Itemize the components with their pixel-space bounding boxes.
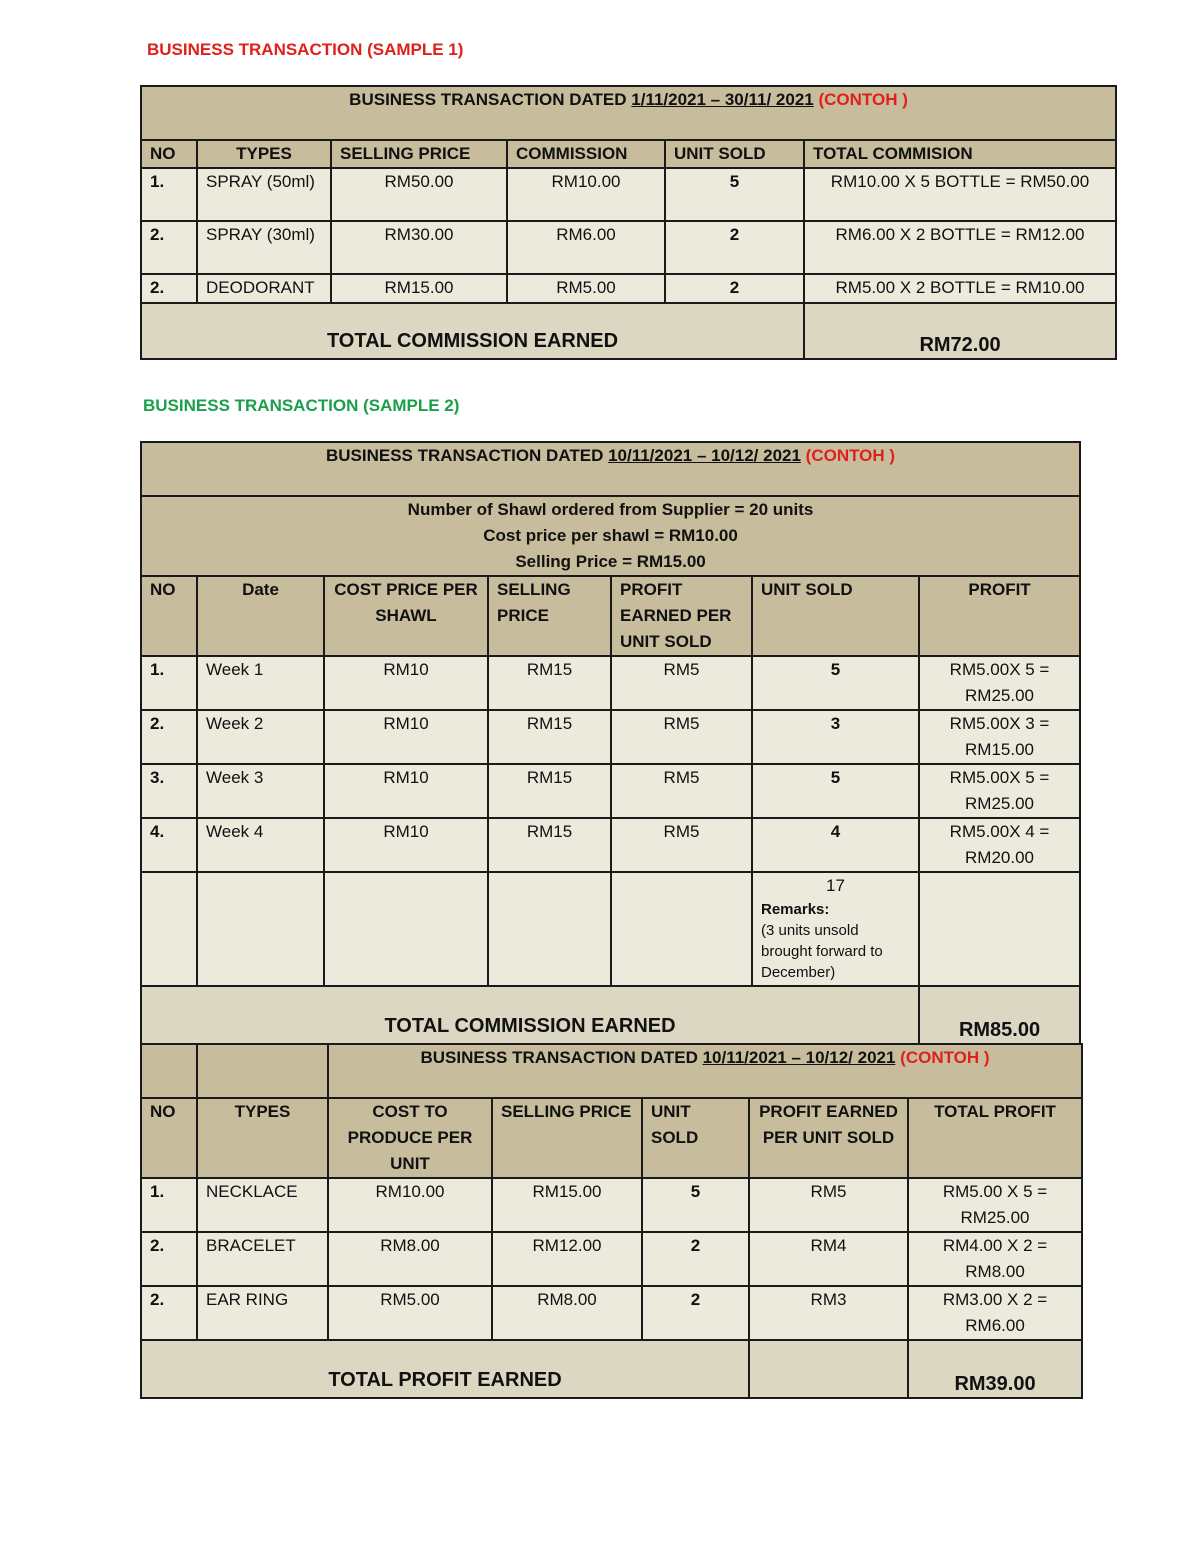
table-row: 2. Week 2 RM10 RM15 RM5 3 RM5.00X 3 = RM15.00	[141, 710, 1080, 764]
sample1-title: BUSINESS TRANSACTION DATED 1/11/2021 – 30/11/ 2021 (CONTOH )	[141, 86, 1116, 140]
table-row: 2. EAR RING RM5.00 RM8.00 2 RM3 RM3.00 X 2 = RM6.00	[141, 1286, 1082, 1340]
sample3-title-dates: 10/11/2021 – 10/12/ 2021	[702, 1048, 896, 1067]
sample2-total-label: TOTAL COMMISSION EARNED	[141, 986, 919, 1044]
sample2-info: Number of Shawl ordered from Supplier = 20 units Cost price per shawl = RM10.00 Selling Price = RM15.00	[141, 496, 1080, 576]
col-header: NO	[141, 140, 197, 168]
table-row	[141, 872, 1080, 986]
table-row: 1. NECKLACE RM10.00 RM15.00 5 RM5 RM5.00 X 5 = RM25.00	[141, 1178, 1082, 1232]
table-row: 2. SPRAY (30ml) RM30.00 RM6.00 2 RM6.00 X 2 BOTTLE = RM12.00	[141, 221, 1116, 274]
sample2-title-dates: 10/11/2021 – 10/12/ 2021	[608, 446, 801, 465]
table-row: 1. Week 1 RM10 RM15 RM5 5 RM5.00X 5 = RM25.00	[141, 656, 1080, 710]
col-header: TYPES	[197, 140, 331, 168]
col-header: UNIT SOLD	[752, 576, 919, 656]
sample2-title: BUSINESS TRANSACTION DATED 10/11/2021 – 10/12/ 2021 (CONTOH )	[141, 442, 1080, 496]
col-header: COST PRICE PER SHAWL	[324, 576, 488, 656]
sample1-total-value: RM72.00	[804, 303, 1116, 359]
col-header: TOTAL PROFIT	[908, 1098, 1082, 1178]
sample2-table	[140, 441, 1081, 1045]
col-header: TOTAL COMMISION	[804, 140, 1116, 168]
units-total-cell	[752, 872, 919, 986]
sample3-total-label: TOTAL PROFIT EARNED	[141, 1340, 749, 1398]
col-header: SELLING PRICE	[492, 1098, 642, 1178]
col-header: PROFIT	[919, 576, 1080, 656]
sample3-total-value: RM39.00	[908, 1340, 1082, 1398]
col-header: NO	[141, 576, 197, 656]
col-header: TYPES	[197, 1098, 328, 1178]
col-header: UNIT SOLD	[642, 1098, 749, 1178]
sample2-heading: BUSINESS TRANSACTION (SAMPLE 2)	[143, 396, 460, 415]
col-header: NO	[141, 1098, 197, 1178]
sample2-total-value: RM85.00	[919, 986, 1080, 1044]
col-header: PROFIT EARNED PER UNIT SOLD	[749, 1098, 908, 1178]
sample3-title: BUSINESS TRANSACTION DATED 10/11/2021 – 10/12/ 2021 (CONTOH )	[328, 1044, 1082, 1098]
table-row: 3. Week 3 RM10 RM15 RM5 5 RM5.00X 5 = RM25.00	[141, 764, 1080, 818]
col-header: SELLING PRICE	[488, 576, 611, 656]
sample1-title-dates: 1/11/2021 – 30/11/ 2021	[631, 90, 814, 109]
col-header: Date	[197, 576, 324, 656]
col-header: COST TO PRODUCE PER UNIT	[328, 1098, 492, 1178]
sample3-table	[140, 1043, 1083, 1399]
col-header: SELLING PRICE	[331, 140, 507, 168]
sample1-table	[140, 85, 1117, 360]
sample1-heading: BUSINESS TRANSACTION (SAMPLE 1)	[147, 40, 464, 59]
table-row: 4. Week 4 RM10 RM15 RM5 4 RM5.00X 4 = RM20.00	[141, 818, 1080, 872]
units-total: 17	[826, 876, 845, 895]
remarks-text: (3 units unsold brought forward to December)	[761, 922, 883, 981]
table-row: 2. BRACELET RM8.00 RM12.00 2 RM4 RM4.00 X 2 = RM8.00	[141, 1232, 1082, 1286]
col-header: COMMISSION	[507, 140, 665, 168]
table-row: 2. DEODORANT RM15.00 RM5.00 2 RM5.00 X 2 BOTTLE = RM10.00	[141, 274, 1116, 303]
col-header: UNIT SOLD	[665, 140, 804, 168]
col-header: PROFIT EARNED PER UNIT SOLD	[611, 576, 752, 656]
sample1-total-label: TOTAL COMMISSION EARNED	[141, 303, 804, 359]
remarks-label: Remarks:	[761, 901, 830, 918]
table-row: 1. SPRAY (50ml) RM50.00 RM10.00 5 RM10.00 X 5 BOTTLE = RM50.00	[141, 168, 1116, 221]
